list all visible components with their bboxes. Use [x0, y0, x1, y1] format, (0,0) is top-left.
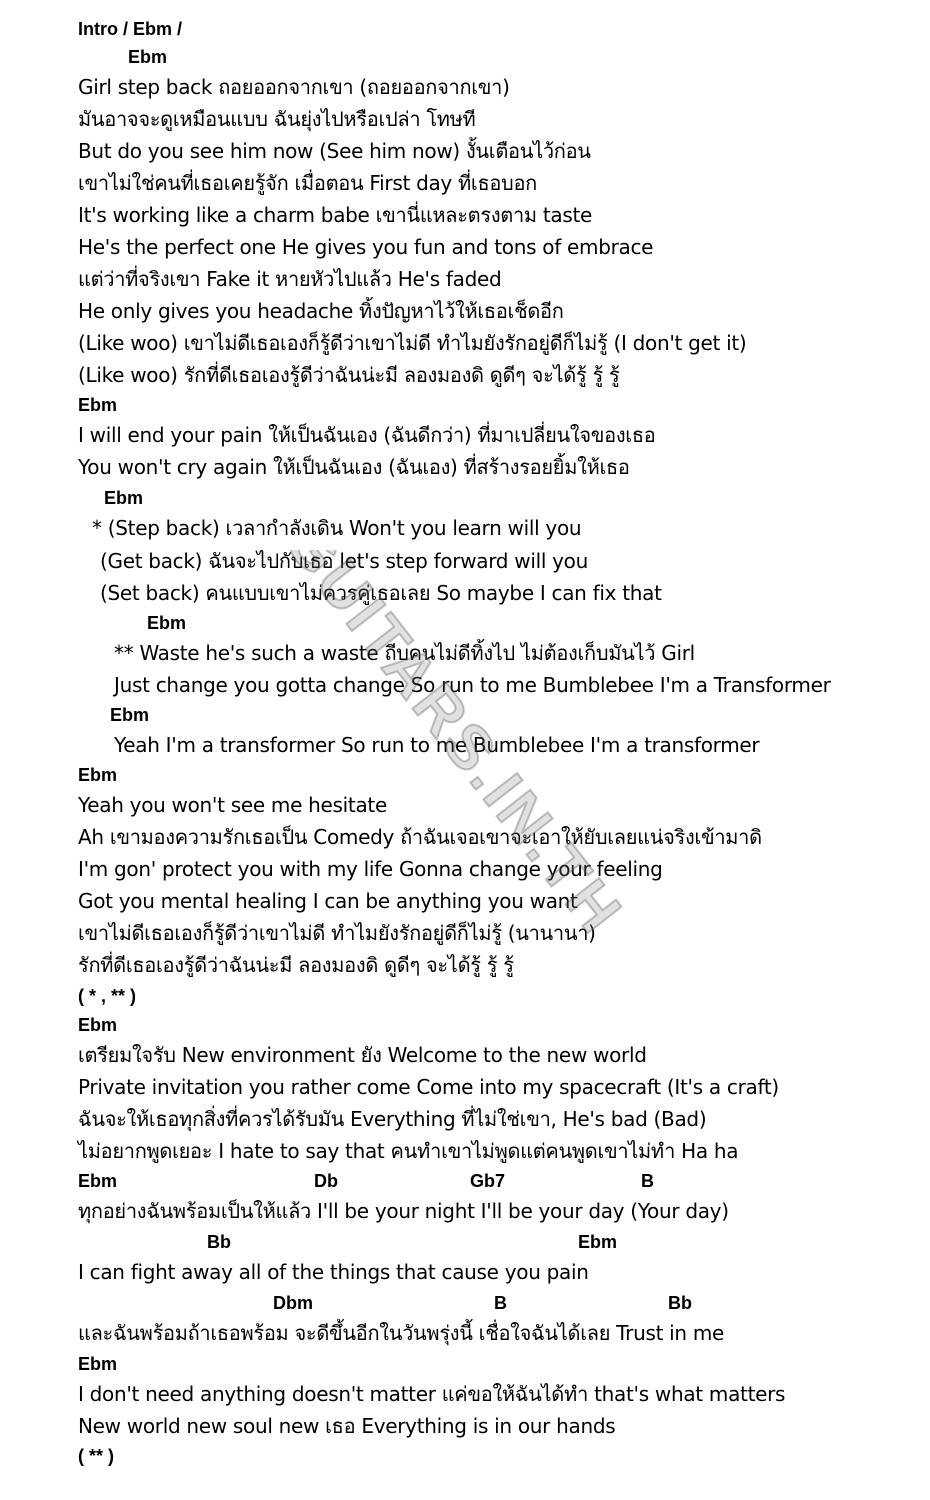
lyric-line: รักที่ดีเธอเองรู้ดีว่าฉันน่ะมี ลองมองดิ ดูดีๆ จะได้รู้ รู้ รู้: [78, 953, 514, 977]
lyric-line: (Set back) คนแบบเขาไม่ควรคู่เธอเลย So maybe I can fix that: [100, 581, 662, 605]
chord-label: Bb: [207, 1232, 231, 1252]
lyric-line: และฉันพร้อมถ้าเธอพร้อม จะดีขึ้นอีกในวันพรุ่งนี้ เชื่อใจฉันได้เลย Trust in me: [78, 1321, 725, 1345]
lyric-line: I'm gon' protect you with my life Gonna change your feeling: [78, 857, 663, 881]
lyric-line: New world new soul new เธอ Everything is in our hands: [78, 1414, 616, 1438]
lyric-line: Ah เขามองความรักเธอเป็น Comedy ถ้าฉันเจอเขาจะเอาให้ยับเลยแน่จริงเข้ามาดิ: [78, 825, 762, 849]
chord-label: Dbm: [273, 1293, 313, 1313]
lyric-line: เขาไม่ใช่คนที่เธอเคยรู้จัก เมื่อตอน First day ที่เธอบอก: [78, 171, 537, 195]
lyric-line: ไม่อยากพูดเยอะ I hate to say that คนทำเขาไม่พูดแต่คนพูดเขาไม่ทำ Ha ha: [78, 1139, 739, 1163]
chord-label: Gb7: [470, 1171, 506, 1191]
lyric-line: Just change you gotta change So run to me Bumblebee I'm a Transformer: [114, 673, 831, 697]
lyric-line: Got you mental healing I can be anything you want: [78, 889, 578, 913]
chord-label: Db: [314, 1171, 338, 1191]
chord-label: Ebm: [147, 613, 187, 633]
lyric-line: Girl step back ถอยออกจากเขา (ถอยออกจากเขา): [78, 75, 510, 99]
lyric-line: Yeah you won't see me hesitate: [78, 793, 387, 817]
lyric-line: เตรียมใจรับ New environment ยัง Welcome to the new world: [78, 1043, 647, 1067]
chord-label: Ebm: [578, 1232, 618, 1252]
repeat-marker: ( * , ** ): [78, 986, 137, 1006]
lyric-line: But do you see him now (See him now) งั้นเตือนไว้ก่อน: [78, 139, 591, 163]
lyric-line: It's working like a charm babe เขานี่แหละตรงตาม taste: [78, 203, 593, 227]
chord-label: Ebm: [128, 47, 168, 67]
chord-label: B: [641, 1171, 654, 1191]
chord-label: Ebm: [78, 1015, 118, 1035]
intro-line: Intro / Ebm /: [78, 19, 183, 39]
lyric-line: You won't cry again ให้เป็นฉันเอง (ฉันเอง) ที่สร้างรอยยิ้มให้เธอ: [78, 455, 630, 479]
lyric-line: (Like woo) เขาไม่ดีเธอเองก็รู้ดีว่าเขาไม่ดี ทำไมยังรักอยู่ดีก็ไม่รู้ (I don't get it): [78, 331, 747, 355]
chord-label: Bb: [668, 1293, 692, 1313]
chord-label: B: [494, 1293, 507, 1313]
lyric-line: เขาไม่ดีเธอเองก็รู้ดีว่าเขาไม่ดี ทำไมยังรักอยู่ดีก็ไม่รู้ (นานานา): [78, 921, 596, 945]
lyric-line: I will end your pain ให้เป็นฉันเอง (ฉันดีกว่า) ที่มาเปลี่ยนใจของเธอ: [78, 423, 656, 447]
lyric-line: ทุกอย่างฉันพร้อมเป็นให้แล้ว I'll be your night I'll be your day (Your day): [78, 1199, 729, 1223]
lyric-line: Yeah I'm a transformer So run to me Bumblebee I'm a transformer: [114, 733, 760, 757]
lyric-line: มันอาจจะดูเหมือนแบบ ฉันยุ่งไปหรือเปล่า โทษที: [78, 107, 476, 131]
lyric-line: แต่ว่าที่จริงเขา Fake it หายหัวไปแล้ว He's faded: [78, 267, 502, 291]
chord-label: Ebm: [104, 488, 144, 508]
lyric-line: ** Waste he's such a waste ถีบคนไม่ดีทิ้งไป ไม่ต้องเก็บมันไว้ Girl: [114, 641, 695, 665]
lyric-line: (Like woo) รักที่ดีเธอเองรู้ดีว่าฉันน่ะมี ลองมองดิ ดูดีๆ จะได้รู้ รู้ รู้: [78, 363, 620, 387]
chord-label: Ebm: [78, 765, 118, 785]
repeat-marker: ( ** ): [78, 1446, 114, 1466]
chord-label: Ebm: [78, 395, 118, 415]
lyric-line: ฉันจะให้เธอทุกสิ่งที่ควรได้รับมัน Everything ที่ไม่ใช่เขา, He's bad (Bad): [78, 1107, 707, 1131]
lyric-line: * (Step back) เวลากำลังเดิน Won't you learn will you: [92, 516, 582, 540]
lyric-line: Private invitation you rather come Come into my spacecraft (It's a craft): [78, 1075, 779, 1099]
lyric-line: I don't need anything doesn't matter แค่ขอให้ฉันได้ทำ that's what matters: [78, 1382, 786, 1406]
chord-label: Ebm: [110, 705, 150, 725]
lyric-line: (Get back) ฉันจะไปกับเธอ let's step forward will you: [100, 549, 588, 573]
chord-label: Ebm: [78, 1354, 118, 1374]
chord-label: Ebm: [78, 1171, 118, 1191]
lyric-line: He only gives you headache ทิ้งปัญหาไว้ให้เธอเช็ดอีก: [78, 299, 564, 323]
lyric-line: I can fight away all of the things that cause you pain: [78, 1260, 589, 1284]
lyric-line: He's the perfect one He gives you fun and tons of embrace: [78, 235, 654, 259]
